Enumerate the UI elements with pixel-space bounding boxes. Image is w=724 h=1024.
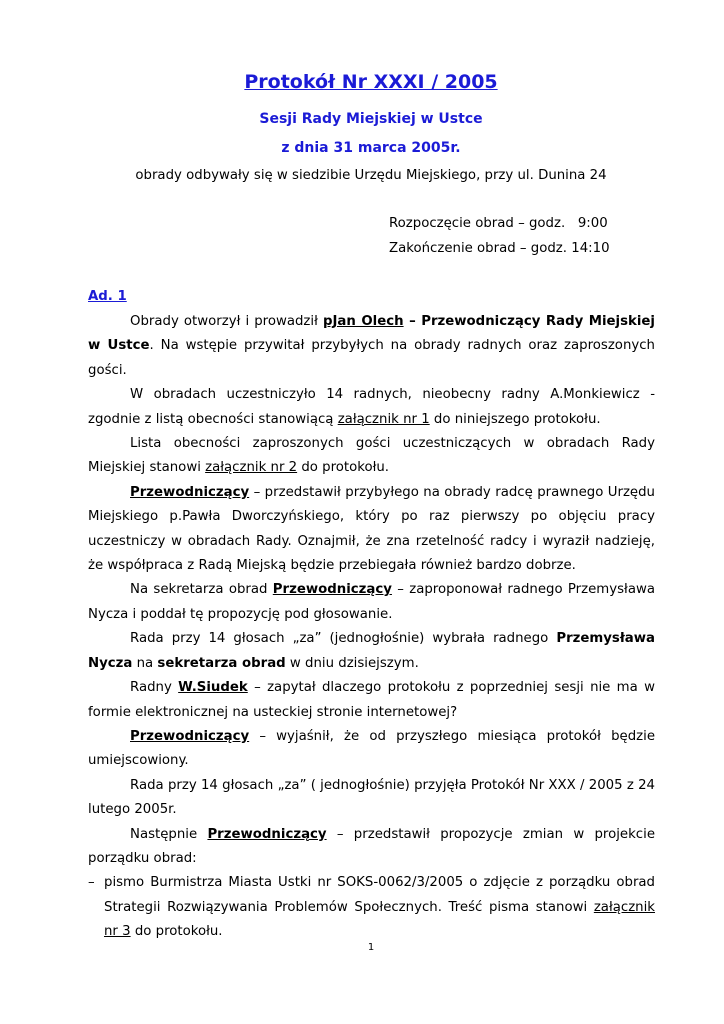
- section-heading: Ad. 1: [88, 289, 127, 304]
- text: Lista obecności zaproszonych gości uczestniczących w obradach Rady Miejskiej stanowi: [88, 436, 655, 476]
- text: – zaproponował radnego Przemysława Nycza i poddał tę propozycję pod głosowanie.: [88, 582, 655, 622]
- text: – zapytał dlaczego protokołu z poprzedniej sesji nie ma w formie elektronicznej na usteckiej stronie internetowej?: [88, 680, 655, 720]
- chairman-ref: Przewodniczący: [207, 826, 327, 842]
- secretary-name: Przemysława Nycza: [88, 631, 655, 671]
- protocol-body: [88, 310, 655, 945]
- text: Obrady otworzył i prowadził: [130, 314, 323, 329]
- text: do niniejszego protokołu.: [429, 411, 601, 427]
- paragraph-attendance: [88, 383, 655, 432]
- start-time: Rozpoczęcie obrad – godz. 9:00: [389, 216, 608, 231]
- paragraph-answer: [88, 725, 655, 774]
- paragraph-secretary-proposal: [88, 578, 655, 627]
- paragraph-legal-advisor: [88, 481, 655, 579]
- chairman-title: – Przewodniczący Rady Miejskiej w Ustce: [88, 314, 655, 354]
- text: – wyjaśnił, że od przyszłego miesiąca protokół będzie umiejscowiony.: [88, 728, 655, 769]
- text: Rada przy 14 głosach „za” (jednogłośnie) wybrała radnego: [130, 631, 557, 647]
- venue-line: obrady odbywały się w siedzibie Urzędu Miejskiego, przy ul. Dunina 24: [135, 168, 607, 183]
- session-subtitle: Sesji Rady Miejskiej w Ustce: [259, 111, 483, 127]
- chairman-ref: Przewodniczący: [272, 582, 392, 598]
- text: – przedstawił przybyłego na obrady radcę prawnego Urzędu Miejskiego p.Pawła Dworczyńskiego, który po raz pierwszy po objęciu pracy uczestniczy w obradach Rady. Oznajmił, że zna rzetelność radcy i wyraził nadzieję, że współpraca z Radą Miejską będzie przebiegała również bardzo dobrze.: [88, 484, 655, 574]
- text: Radny: [130, 680, 179, 696]
- text: Następnie: [130, 826, 208, 842]
- text: do protokołu.: [130, 924, 223, 940]
- attachment-ref-2: załącznik nr 2: [205, 460, 298, 476]
- text: na: [132, 655, 158, 671]
- end-time: Zakończenie obrad – godz. 14:10: [389, 241, 610, 256]
- session-date: z dnia 31 marca 2005r.: [281, 140, 461, 156]
- chairman-ref: Przewodniczący: [130, 728, 250, 744]
- paragraph-agenda-changes: [88, 823, 655, 872]
- text: W obradach uczestniczyło 14 radnych, nieobecny radny A.Monkiewicz - zgodnie z listą obecności stanowiącą: [88, 387, 655, 427]
- text: do protokołu.: [297, 460, 390, 476]
- list-item: [88, 871, 655, 944]
- protocol-title: Protokół Nr XXXI / 2005: [244, 71, 498, 93]
- attachment-ref-3: załącznik nr 3: [104, 899, 655, 940]
- text: w dniu dzisiejszym.: [285, 655, 419, 671]
- paragraph-minutes-approval: [88, 774, 655, 823]
- page-number: 1: [367, 942, 375, 953]
- text: pismo Burmistrza Miasta Ustki nr SOKS-0062/3/2005 o zdjęcie z porządku obrad Strategii Rozwiązywania Problemów Społecznych. Treść pisma stanowi: [104, 875, 655, 915]
- text: . Na wstępie przywitał przybyłych na obrady radnych oraz zaproszonych gości.: [88, 338, 655, 378]
- paragraph-guests: [88, 432, 655, 481]
- paragraph-opening: [88, 310, 655, 383]
- text: – przedstawił propozycje zmian w projekcie porządku obrad:: [88, 826, 655, 866]
- text: Na sekretarza obrad: [130, 582, 273, 598]
- attachment-ref-1: załącznik nr 1: [337, 411, 430, 427]
- dash-bullet: –: [88, 875, 95, 891]
- chairman-name: pJan Olech: [322, 314, 404, 329]
- paragraph-question: [88, 676, 655, 725]
- councillor-name: W.Siudek: [178, 680, 248, 696]
- session-times: [389, 216, 610, 266]
- text: Rada przy 14 głosach „za” ( jednogłośnie) przyjęła Protokół Nr XXX / 2005 z 24 lutego 2005r.: [88, 777, 655, 818]
- chairman-ref: Przewodniczący: [130, 484, 250, 500]
- paragraph-secretary-vote: [88, 627, 655, 676]
- secretary-role: sekretarza obrad: [157, 655, 286, 671]
